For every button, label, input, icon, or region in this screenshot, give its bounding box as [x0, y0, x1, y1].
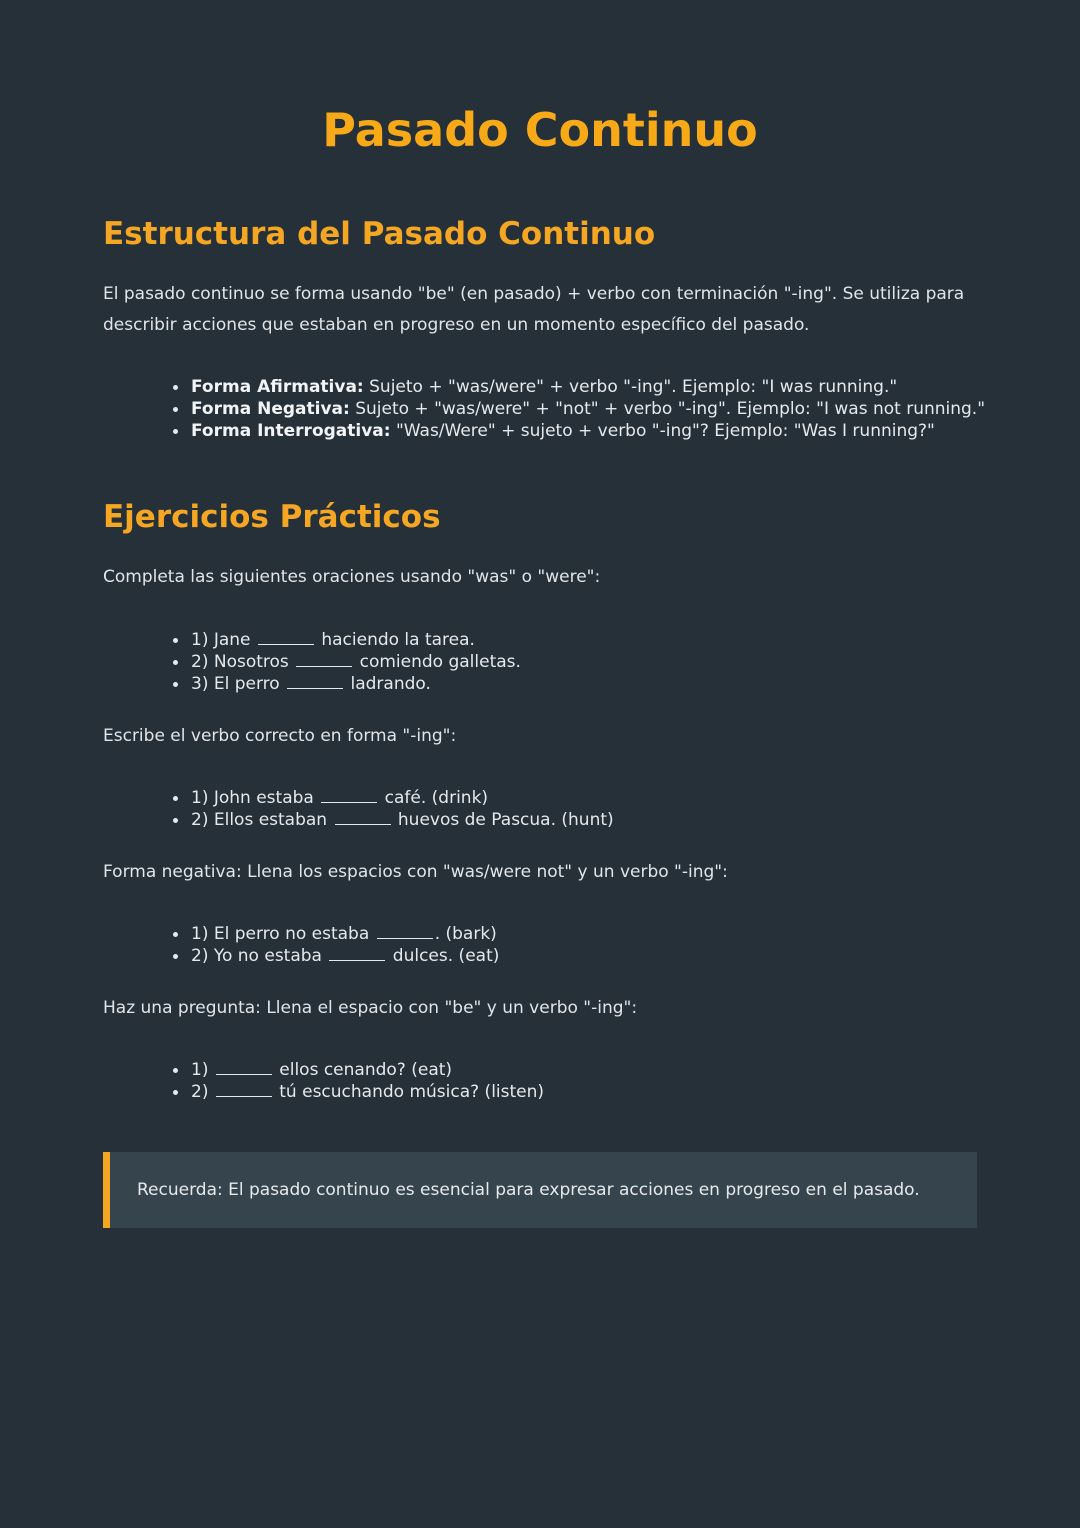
- list-item: Forma Interrogativa: "Was/Were" + sujeto + verbo "-ing"? Ejemplo: "Was I running?": [191, 420, 985, 442]
- list-item: 2) Nosotros comiendo galletas.: [191, 652, 521, 672]
- list-item: 1) El perro no estaba . (bark): [191, 923, 499, 945]
- list-item: Forma Afirmativa: Sujeto + "was/were" + verbo "-ing". Ejemplo: "I was running.": [191, 376, 985, 398]
- reminder-callout: [103, 1152, 977, 1228]
- reminder-text: Recuerda: El pasado continuo es esencial para expresar acciones en progreso en el pasado.: [137, 1180, 920, 1200]
- section-heading-structure: Estructura del Pasado Continuo: [103, 216, 656, 252]
- answer-blank[interactable]: [216, 1060, 272, 1075]
- list-item: Forma Negativa: Sujeto + "was/were" + "not" + verbo "-ing". Ejemplo: "I was not running.": [191, 399, 986, 419]
- answer-blank[interactable]: [287, 674, 343, 689]
- answer-blank[interactable]: [377, 924, 433, 939]
- answer-blank[interactable]: [296, 652, 352, 667]
- exercise-instruction: Escribe el verbo correcto en forma "-ing":: [103, 726, 457, 746]
- section-heading-exercises: Ejercicios Prácticos: [103, 499, 441, 535]
- exercise-list: [191, 923, 499, 967]
- answer-blank[interactable]: [335, 810, 391, 825]
- list-item: 3) El perro ladrando.: [191, 673, 521, 695]
- list-item: 1) John estaba café. (drink): [191, 787, 614, 809]
- answer-blank[interactable]: [258, 630, 314, 645]
- list-item: 1) Jane haciendo la tarea.: [191, 629, 521, 651]
- answer-blank[interactable]: [321, 788, 377, 803]
- exercise-list: [191, 629, 521, 695]
- forms-list: [191, 376, 985, 442]
- page-title: Pasado Continuo: [322, 103, 758, 157]
- list-item: 2) Yo no estaba dulces. (eat): [191, 946, 500, 966]
- exercise-instruction: Haz una pregunta: Llena el espacio con "be" y un verbo "-ing":: [103, 998, 638, 1018]
- exercise-list: [191, 1059, 544, 1103]
- exercise-instruction: Completa las siguientes oraciones usando "was" o "were":: [103, 567, 601, 587]
- list-item: 2) tú escuchando música? (listen): [191, 1082, 545, 1102]
- answer-blank[interactable]: [216, 1082, 272, 1097]
- list-item: 2) Ellos estaban huevos de Pascua. (hunt): [191, 810, 614, 830]
- list-item: 1) ellos cenando? (eat): [191, 1059, 544, 1081]
- exercise-instruction: Forma negativa: Llena los espacios con "was/were not" y un verbo "-ing":: [103, 862, 728, 882]
- intro-paragraph: El pasado continuo se forma usando "be" (en pasado) + verbo con terminación "-ing". Se utiliza para describir acciones que estaban en progreso en un momento específico del pasado.: [103, 284, 965, 335]
- answer-blank[interactable]: [329, 946, 385, 961]
- exercise-list: [191, 787, 614, 831]
